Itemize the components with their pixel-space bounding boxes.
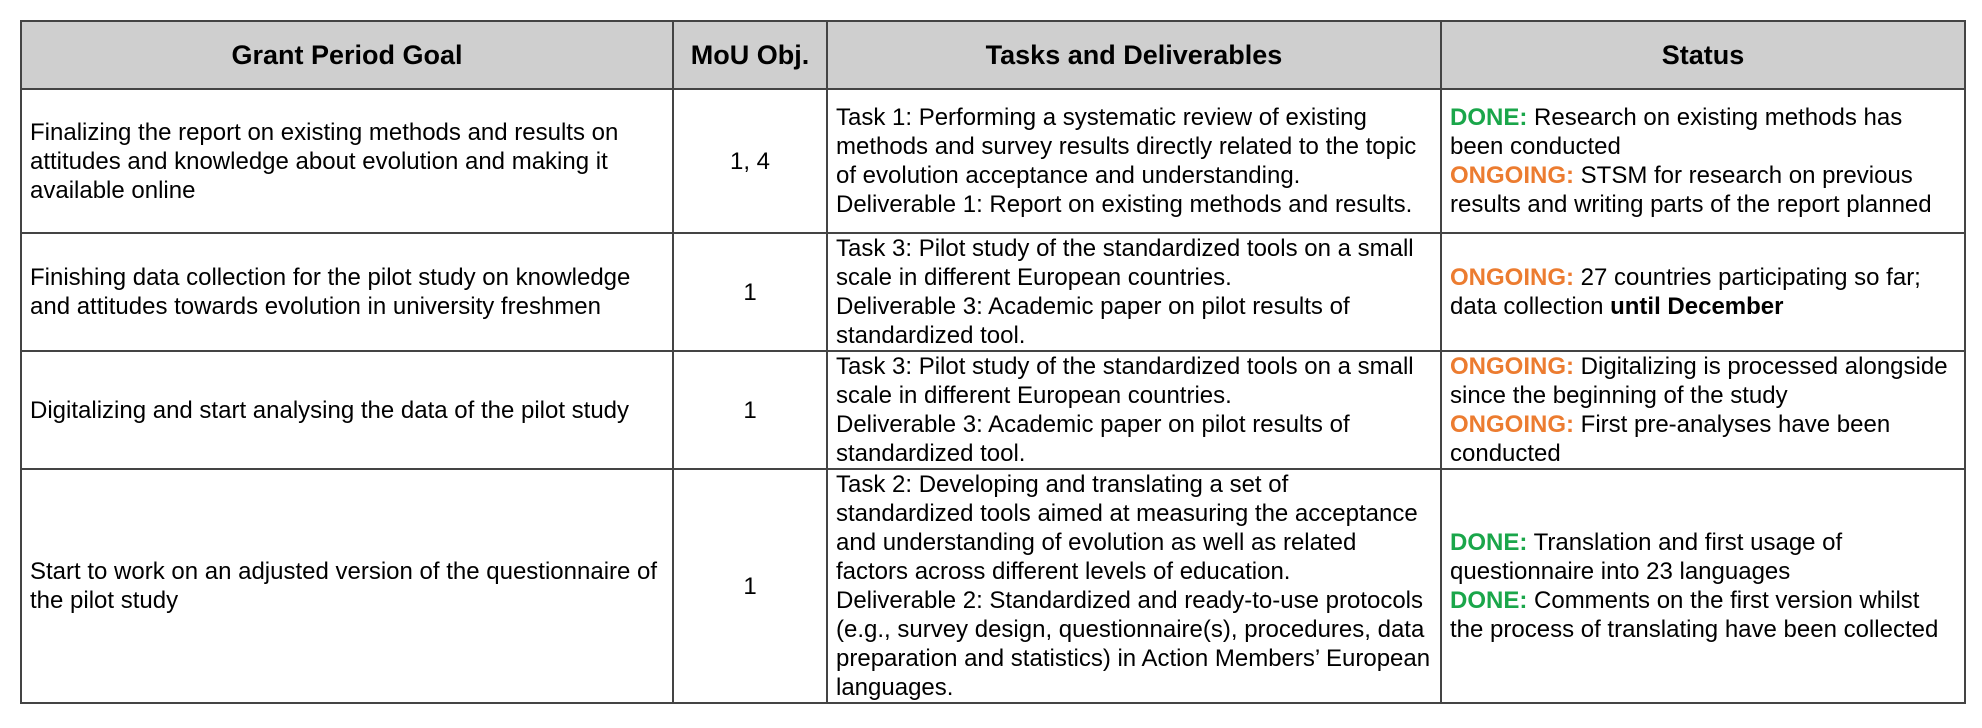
goal-cell: Finalizing the report on existing methods and results on attitudes and knowledge about evolution and making it available online <box>21 89 673 233</box>
status-cell <box>1441 89 1965 233</box>
status-text: Comments on the first version whilst the process of translating have been collected <box>1450 587 1939 643</box>
deliverable-text: Deliverable 3: Academic paper on pilot results of standardized tool. <box>836 411 1350 467</box>
status-cell <box>1441 233 1965 351</box>
tasks-cell <box>827 351 1441 469</box>
grant-goals-table <box>20 20 1966 704</box>
tasks-cell <box>827 233 1441 351</box>
header-row <box>21 21 1965 89</box>
table-row <box>21 89 1965 233</box>
status-text: Research on existing methods has been conducted <box>1450 104 1903 160</box>
status-cell <box>1441 469 1965 703</box>
header-status: Status <box>1441 21 1965 89</box>
status-label-ongoing: ONGOING: <box>1450 411 1574 438</box>
task-text: Task 2: Developing and translating a set of standardized tools aimed at measuring the acceptance and understanding of evolution as well as related factors across different levels of education. <box>836 471 1418 585</box>
status-text: Translation and first usage of questionnaire into 23 languages <box>1450 529 1843 585</box>
status-cell <box>1441 351 1965 469</box>
status-entry <box>1450 528 1956 586</box>
table-row <box>21 351 1965 469</box>
task-text: Task 3: Pilot study of the standardized tools on a small scale in different European countries. <box>836 235 1414 291</box>
header-mou-obj: MoU Obj. <box>673 21 827 89</box>
status-entry <box>1450 586 1956 644</box>
status-entry <box>1450 103 1956 161</box>
goal-cell: Finishing data collection for the pilot study on knowledge and attitudes towards evolution in university freshmen <box>21 233 673 351</box>
tasks-cell <box>827 89 1441 233</box>
mou-cell: 1, 4 <box>673 89 827 233</box>
status-label-ongoing: ONGOING: <box>1450 353 1574 380</box>
table-row <box>21 469 1965 703</box>
mou-cell: 1 <box>673 233 827 351</box>
tasks-cell <box>827 469 1441 703</box>
deliverable-text: Deliverable 2: Standardized and ready-to-use protocols (e.g., survey design, questionnaire(s), procedures, data preparation and statistics) in Action Members’ European languages. <box>836 587 1431 701</box>
task-text: Task 1: Performing a systematic review of existing methods and survey results directly related to the topic of evolution acceptance and understanding. <box>836 104 1417 189</box>
status-entry <box>1450 161 1956 219</box>
table-row <box>21 233 1965 351</box>
status-text: STSM for research on previous results and writing parts of the report planned <box>1450 162 1932 218</box>
status-text: First pre-analyses have been conducted <box>1450 411 1891 467</box>
status-label-done: DONE: <box>1450 587 1528 614</box>
status-text: 27 countries participating so far; data collection <box>1450 264 1921 320</box>
goal-cell: Digitalizing and start analysing the data of the pilot study <box>21 351 673 469</box>
mou-cell: 1 <box>673 351 827 469</box>
header-tasks-deliverables: Tasks and Deliverables <box>827 21 1441 89</box>
deliverable-text: Deliverable 3: Academic paper on pilot results of standardized tool. <box>836 293 1350 349</box>
goal-cell: Start to work on an adjusted version of the questionnaire of the pilot study <box>21 469 673 703</box>
mou-cell: 1 <box>673 469 827 703</box>
status-text: Digitalizing is processed alongside since the beginning of the study <box>1450 353 1948 409</box>
status-label-ongoing: ONGOING: <box>1450 264 1574 291</box>
status-entry <box>1450 263 1956 321</box>
status-label-done: DONE: <box>1450 529 1528 556</box>
task-text: Task 3: Pilot study of the standardized tools on a small scale in different European countries. <box>836 353 1414 409</box>
deliverable-text: Deliverable 1: Report on existing methods and results. <box>836 191 1413 218</box>
status-bold-text: until December <box>1610 293 1784 320</box>
status-label-ongoing: ONGOING: <box>1450 162 1574 189</box>
status-entry <box>1450 410 1956 468</box>
header-grant-period-goal: Grant Period Goal <box>21 21 673 89</box>
status-entry <box>1450 352 1956 410</box>
status-label-done: DONE: <box>1450 104 1528 131</box>
